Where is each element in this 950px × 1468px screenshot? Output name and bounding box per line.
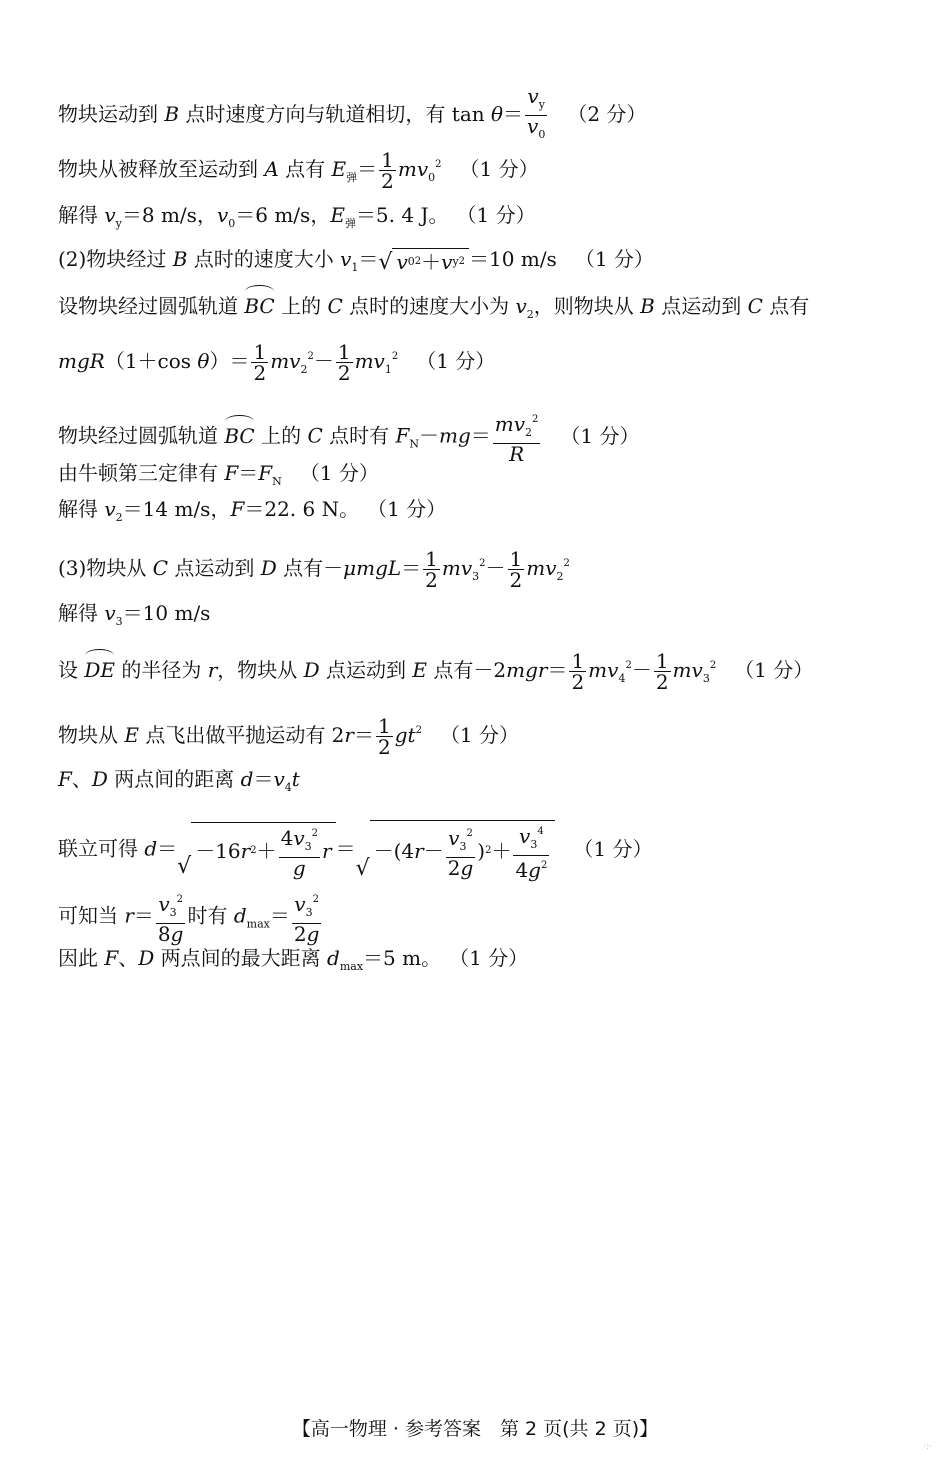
solution-line-16: 可知当 r＝ $\frac{v_3^2}{8g}$ 时有 $d_{max}=$ $\frac{v_3^2}{2g}$ [58, 892, 320, 946]
solution-line-1: 物块运动到 B 点时速度方向与轨道相切，有 tan θ＝ $\frac{v_y}{v_0}$ （2 分） [58, 84, 647, 141]
solution-line-7: 物块经过圆弧轨道 BC 上的 C 点时有 $F_N-mg=$ $\frac{mv_2^2}{R}$ （1 分） [58, 412, 640, 466]
solution-line-3: 解得 $v_y=8$ m/s，$v_0=6$ m/s，$E_弹=5$. 4 J。 （1 分） [58, 203, 536, 230]
solution-line-6: mgR（1＋cos θ）＝ $\frac{1}{2}$ $mv_2^2-$ $\frac{1}{2}$ $mv_1^2$ （1 分） [58, 340, 496, 385]
solution-line-11: 解得 $v_3=10$ m/s [58, 601, 211, 628]
solution-line-17: 因此 F、D 两点间的最大距离 $d_{max}=5$ m。 （1 分） [58, 946, 529, 973]
solution-line-9: 解得 $v_2=14$ m/s，F＝22. 6 N。 （1 分） [58, 497, 447, 524]
solution-line-13: 物块从 E 点飞出做平抛运动有 2r＝ $\frac{1}{2}$ $gt^2$ （1 分） [58, 714, 520, 759]
solution-line-2: 物块从被释放至运动到 A 点有 $E_弹=$ $\frac{1}{2}$ $mv_0^2$ （1 分） [58, 148, 539, 193]
solution-line-5: 设物块经过圆弧轨道 BC 上的 C 点时的速度大小为 $v_2$，则物块从 B 点运动到 C 点有 [58, 294, 810, 321]
page-footer: 【高一物理 · 参考答案 第 2 页(共 2 页)】 [291, 1418, 659, 1440]
solution-line-10: (3)物块从 C 点运动到 D 点有－μmgL＝ $\frac{1}{2}$ $mv_3^2-$ $\frac{1}{2}$ $mv_2^2$ [58, 547, 570, 592]
solution-line-15: 联立可得 d＝ √ －16 r 2 ＋ $\frac{4v_3^2}{g}$ r ＝ √ －(4 r － $\frac{v_3^2}{2g}$ ) 2 ＋ $\frac{v_3^4}{4g^2}$ （1 分） [58, 820, 652, 880]
solution-line-14: F、D 两点间的距离 $d=v_4t$ [58, 767, 300, 794]
solution-line-4: (2)物块经过 B 点时的速度大小 $v_1=$ √ v 0 2 ＋ v y 2 ＝10 m/s （1 分） [58, 247, 654, 275]
solution-line-12: 设 DE 的半径为 r，物块从 D 点运动到 E 点有－2mgr＝ $\frac{1}{2}$ $mv_4^2-$ $\frac{1}{2}$ $mv_3^2$ （1 分） [58, 649, 814, 694]
solution-line-8: 由牛顿第三定律有 $F=F_N$ （1 分） [58, 461, 379, 488]
corner-mark: ·:· [923, 1442, 932, 1452]
